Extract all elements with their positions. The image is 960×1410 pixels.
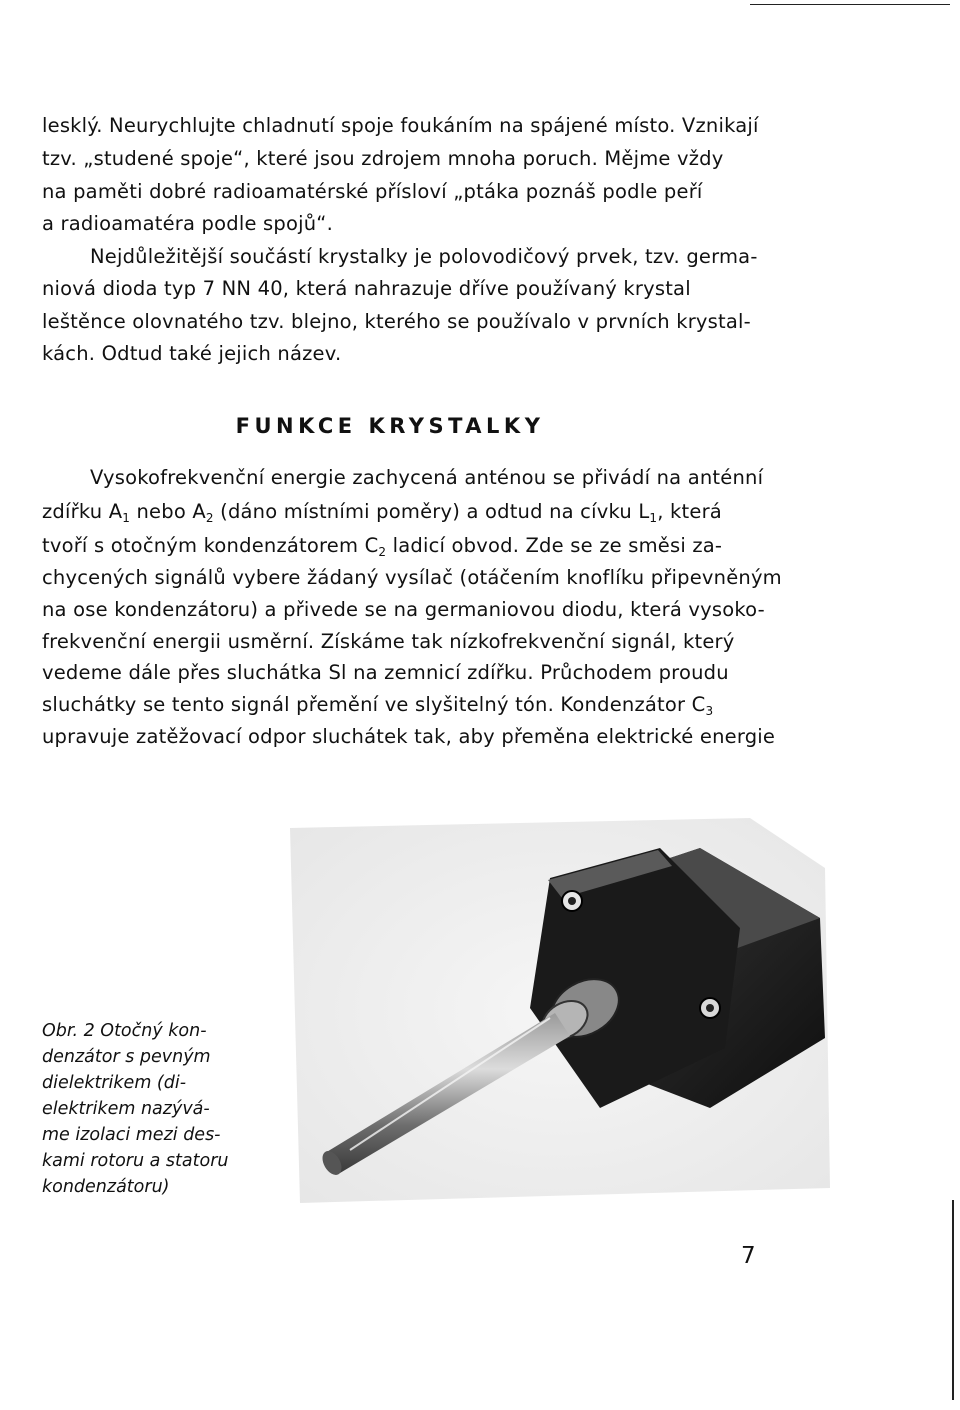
body-text-line: upravuje zatěžovací odpor sluchátek tak, aby přeměna elektrické energie [42, 725, 776, 748]
body-text-line: lesklý. Neurychlujte chladnutí spoje foukáním na spájené místo. Vznikají [42, 114, 759, 137]
body-text-line: tzv. „studené spoje“, které jsou zdrojem mnoha poruch. Mějme vždy [42, 147, 724, 170]
body-text-line: chycených signálů vybere žádaný vysílač (otáčením knoflíku připevněným [42, 566, 782, 589]
body-text-line: na paměti dobré radioamatérské přísloví „ptáka poznáš podle peří [42, 180, 703, 203]
caption-line: kami rotoru a statoru [42, 1151, 229, 1171]
caption-line: me izolaci mezi des- [42, 1125, 221, 1145]
body-text-line: zdířku $A_1$ nebo $A_2$ (dáno místními poměry) a odtud na cívku $L_1$, která [42, 500, 722, 525]
body-text-line: frekvenční energii usměrní. Získáme tak nízkofrekvenční signál, který [42, 630, 735, 653]
section-heading: FUNKCE KRYSTALKY [235, 414, 545, 438]
body-text-line: vedeme dále přes sluchátka Sl na zemnicí zdířku. Průchodem proudu [42, 661, 729, 684]
capacitor-photo [280, 808, 840, 1208]
body-text-line: kách. Odtud také jejich název. [42, 342, 342, 365]
page-number: 7 [741, 1243, 756, 1269]
body-text-line: niová dioda typ 7 NN 40, která nahrazuje dříve používaný krystal [42, 277, 691, 300]
body-text-line: tvoří s otočným kondenzátorem $C_2$ ladicí obvod. Zde se ze směsi za- [42, 534, 723, 559]
body-text-line: na ose kondenzátoru) a přivede se na germaniovou diodu, která vysoko- [42, 598, 765, 621]
caption-line: dielektrikem (di- [42, 1073, 187, 1093]
body-text-line: Nejdůležitější součástí krystalky je polovodičový prvek, tzv. germa- [90, 245, 758, 268]
body-text-line: leštěnce olovnatého tzv. blejno, kterého se používalo v prvních krystal- [42, 310, 751, 333]
caption-line: denzátor s pevným [42, 1047, 211, 1067]
caption-line: Obr. 2 Otočný kon- [42, 1021, 207, 1041]
body-text-line: a radioamatéra podle spojů“. [42, 212, 333, 235]
scan-edge-top [750, 4, 950, 5]
body-text-line: Vysokofrekvenční energie zachycená anténou se přivádí na anténní [90, 466, 764, 489]
caption-line: kondenzátoru) [42, 1177, 170, 1197]
body-text-line: sluchátky se tento signál přemění ve slyšitelný tón. Kondenzátor $C_3$ [42, 693, 714, 718]
caption-line: elektrikem nazývá- [42, 1099, 210, 1119]
scan-edge-right [952, 1200, 954, 1400]
figure-caption [42, 1018, 272, 1200]
